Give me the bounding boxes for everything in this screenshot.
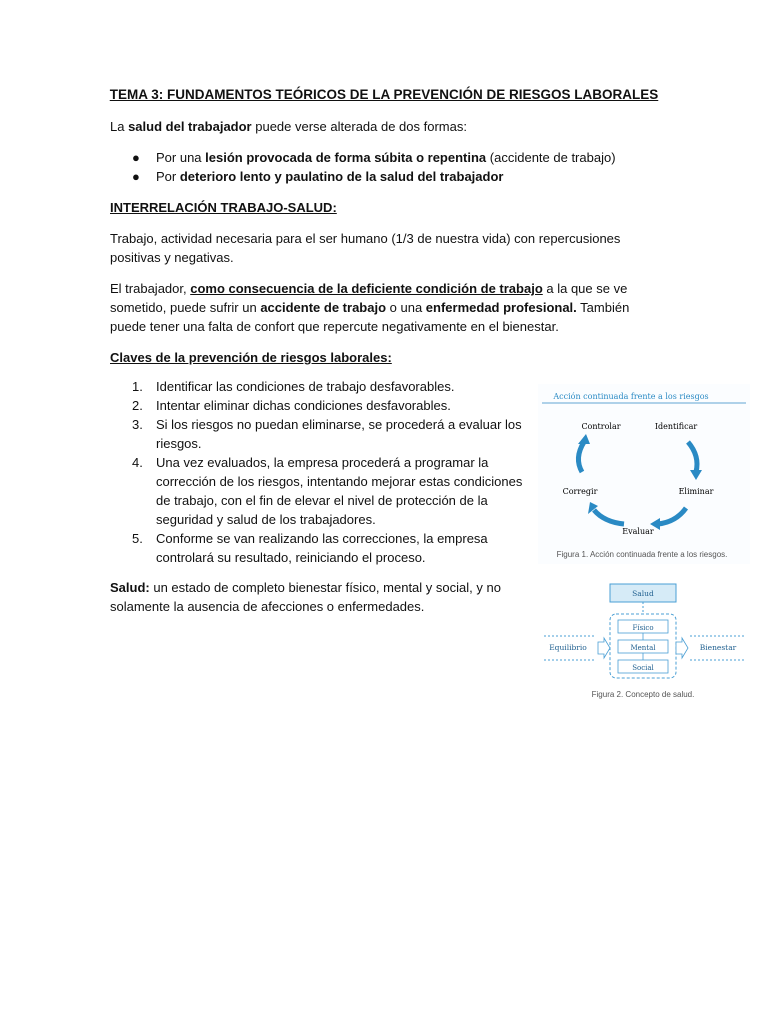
paragraph-line: puede tener una falta de confort que repercute negativamente en el bienestar.: [110, 319, 559, 334]
text-run-emphasis: como consecuencia de la deficiente condición de trabajo: [190, 281, 543, 296]
list-item: [110, 453, 526, 529]
list-number: 2.: [132, 398, 143, 413]
intro-bold: salud del trabajador: [128, 119, 252, 134]
list-item: [110, 377, 526, 396]
label-social: Social: [632, 664, 654, 672]
intro-paragraph: [110, 117, 467, 136]
paragraph-line: Trabajo, actividad necesaria para el ser humano (1/3 de nuestra vida) con repercusiones: [110, 231, 621, 246]
list-text: Conforme se van realizando las correcciones, la empresa controlará su resultado, reiniciando el proceso.: [156, 531, 488, 565]
figure-background: [538, 384, 750, 564]
bullet-prefix: Por: [156, 169, 180, 184]
list-text: Intentar eliminar dichas condiciones desfavorables.: [156, 398, 451, 413]
intro-suffix: puede verse alterada de dos formas:: [251, 119, 467, 134]
paragraph-line: solamente la ausencia de afecciones o enfermedades.: [110, 599, 425, 614]
text-run: También: [576, 300, 630, 315]
text-run: sometido, puede sufrir un: [110, 300, 261, 315]
numbered-list: [110, 377, 526, 567]
label-controlar: Controlar: [581, 422, 621, 431]
text-run: un estado de completo bienestar físico, mental y social, y no: [149, 580, 501, 595]
bullet-prefix: Por una: [156, 150, 206, 165]
list-text: Una vez evaluados, la empresa procederá a programar la corrección de los riesgos, intentando mejorar estas condiciones de trabajo, con el fin de elevar el nivel de protección de la seguridad y salud de los trabajadores.: [156, 455, 523, 527]
paragraph-trabajo: [110, 229, 620, 267]
intro-prefix: La: [110, 119, 129, 134]
label-eliminar: Eliminar: [678, 487, 714, 496]
text-run-bold: accidente de trabajo: [260, 300, 387, 315]
label-identificar: Identificar: [654, 422, 698, 431]
list-item: [110, 396, 526, 415]
label-equilibrio: Equilibrio: [549, 643, 587, 652]
list-number: 3.: [132, 417, 143, 432]
list-number: 4.: [132, 455, 143, 470]
bullet-icon: ●: [132, 169, 140, 184]
bullet-bold: deterioro lento y paulatino de la salud del trabajador: [179, 169, 504, 184]
bullet-bold: lesión provocada de forma súbita o repentina: [205, 150, 487, 165]
list-text: Identificar las condiciones de trabajo desfavorables.: [156, 379, 455, 394]
bullet-icon: ●: [132, 150, 140, 165]
figure-concepto-salud: [544, 580, 744, 702]
text-run: El trabajador,: [110, 281, 191, 296]
text-run: o una: [386, 300, 426, 315]
figure-caption: Figura 1. Acción continuada frente a los riesgos.: [556, 550, 728, 559]
label-evaluar: Evaluar: [622, 527, 654, 536]
document-title: TEMA 3: FUNDAMENTOS TEÓRICOS DE LA PREVENCIÓN DE RIESGOS LABORALES: [109, 87, 659, 102]
section-heading-claves: Claves de la prevención de riesgos laborales:: [110, 350, 392, 365]
bullet-suffix: (accidente de trabajo): [486, 150, 616, 165]
label-corregir: Corregir: [562, 487, 598, 496]
list-item: [110, 529, 526, 567]
figure-header: Acción continuada frente a los riesgos: [553, 392, 709, 401]
label-bienestar: Bienestar: [699, 643, 737, 652]
list-text: Si los riesgos no puedan eliminarse, se procederá a evaluar los riesgos.: [156, 417, 522, 451]
label-salud: Salud: [632, 589, 654, 598]
paragraph-line: positivas y negativas.: [110, 250, 234, 265]
figure-caption: Figura 2. Concepto de salud.: [591, 690, 695, 699]
list-number: 5.: [132, 531, 143, 546]
figure-accion-continuada: [538, 384, 750, 564]
list-item: [110, 415, 526, 453]
paragraph-salud: [110, 578, 501, 616]
text-run: a la que se ve: [542, 281, 628, 296]
section-heading-interrelacion: INTERRELACIÓN TRABAJO-SALUD:: [110, 200, 337, 215]
label-fisico: Físico: [632, 624, 654, 632]
paragraph-trabajador: [110, 279, 629, 336]
text-run-bold: enfermedad profesional.: [425, 300, 577, 315]
text-run-bold: Salud:: [110, 580, 150, 595]
list-number: 1.: [132, 379, 143, 394]
label-mental: Mental: [630, 644, 656, 652]
